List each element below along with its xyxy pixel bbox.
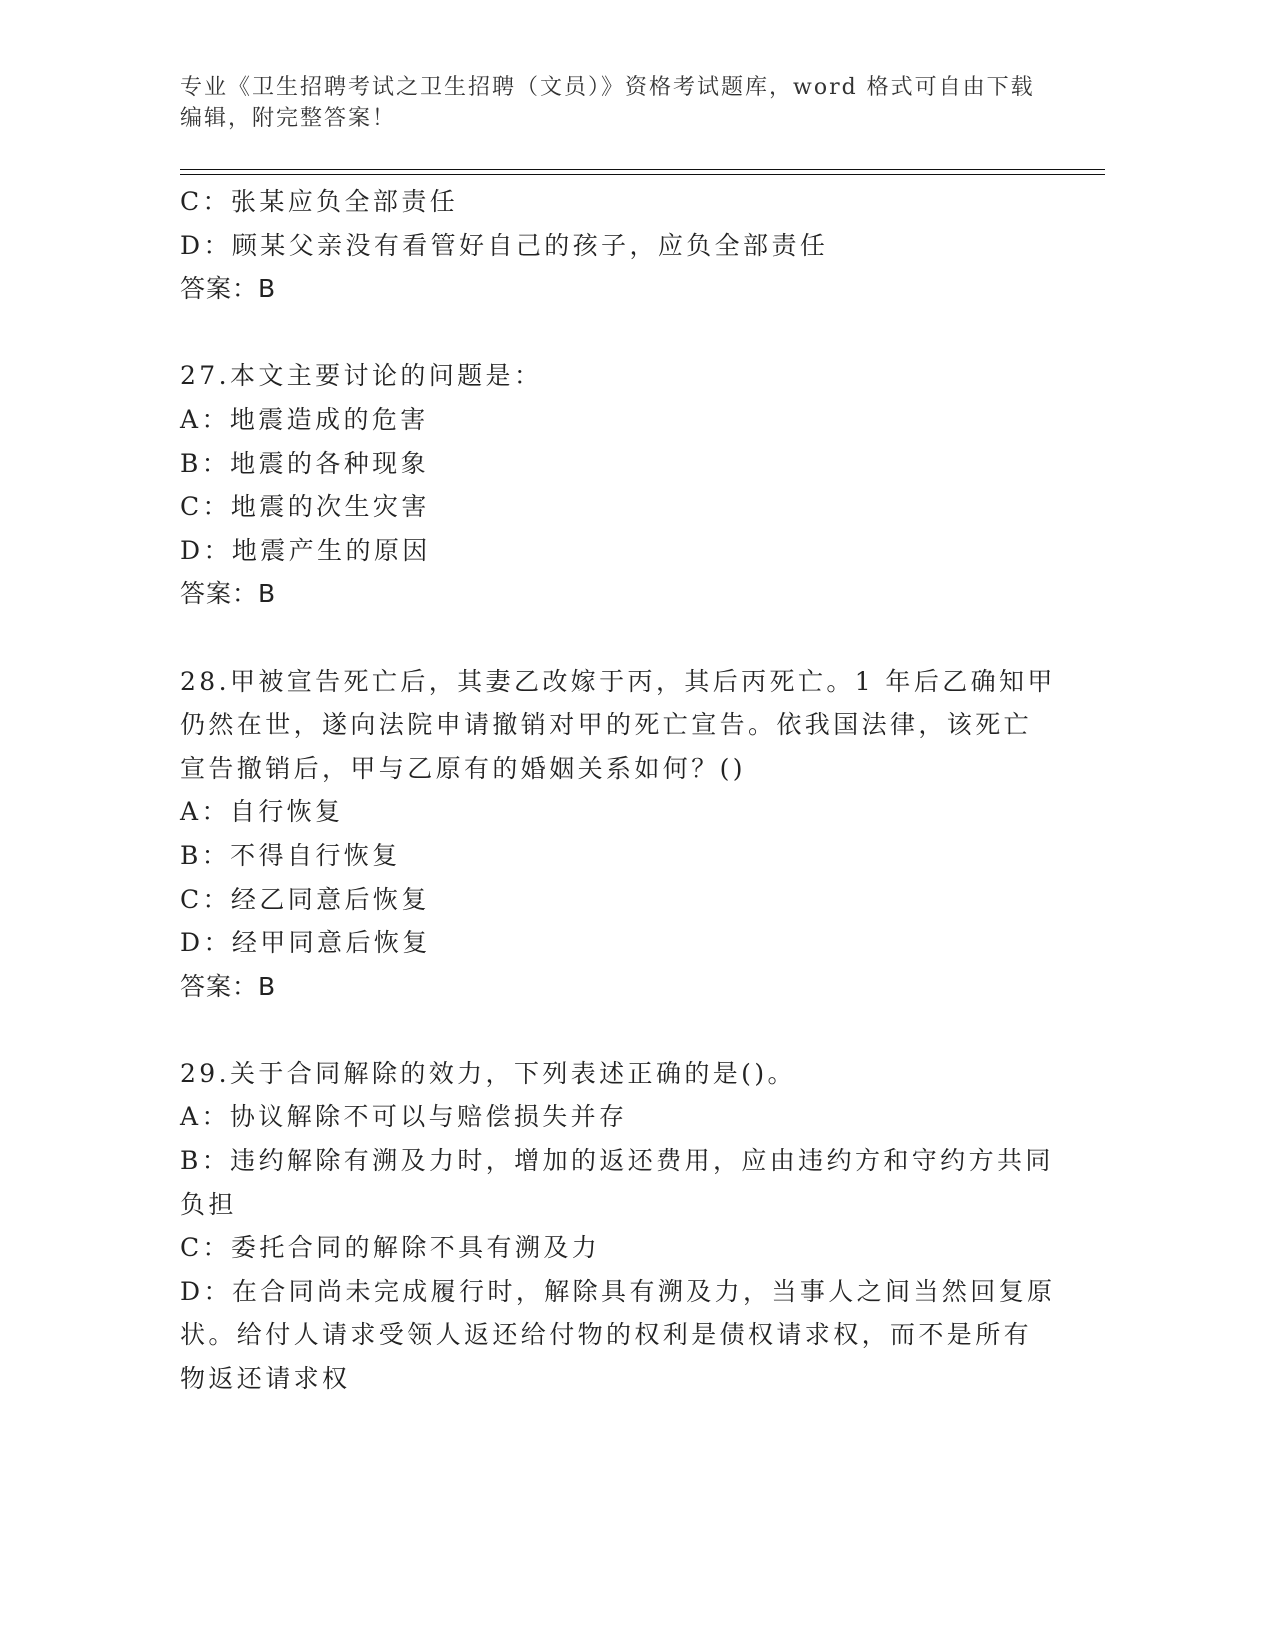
q29-option-b-line-2: 负担 xyxy=(180,1189,237,1219)
q28-option-c: C：经乙同意后恢复 xyxy=(180,884,430,914)
q27-answer: 答案：B xyxy=(180,579,277,609)
prev-option-c: C：张某应负全部责任 xyxy=(180,187,459,216)
q27-option-c: C：地震的次生灾害 xyxy=(180,492,430,522)
header-rule-bottom xyxy=(180,174,1105,175)
q27-option-a: A：地震造成的危害 xyxy=(180,404,429,434)
document-header xyxy=(180,72,1040,134)
question-29 xyxy=(180,1052,1056,1401)
q29-option-d-line-3: 物返还请求权 xyxy=(180,1364,351,1394)
q28-stem-line-2: 仍然在世，遂向法院申请撤销对甲的死亡宣告。依我国法律，该死亡 xyxy=(180,710,1033,740)
spacer xyxy=(180,616,1040,660)
q28-option-d: D：经甲同意后恢复 xyxy=(180,928,431,958)
spacer xyxy=(180,311,1040,355)
q27-stem: 27.本文主要讨论的问题是： xyxy=(180,361,543,391)
question-28 xyxy=(180,660,1056,1009)
q29-option-c: C：委托合同的解除不具有溯及力 xyxy=(180,1233,601,1263)
q29-stem: 29.关于合同解除的效力，下列表述正确的是()。 xyxy=(180,1058,796,1088)
question-27 xyxy=(180,354,1040,616)
spacer xyxy=(180,1008,1040,1052)
q28-option-b: B：不得自行恢复 xyxy=(180,840,401,870)
q29-option-d-line-1: D：在合同尚未完成履行时，解除具有溯及力，当事人之间当然回复原 xyxy=(180,1276,1056,1306)
prev-option-d: D：顾某父亲没有看管好自己的孩子，应负全部责任 xyxy=(180,230,829,260)
header-line-2: 编辑，附完整答案！ xyxy=(180,106,397,131)
q29-option-a: A：协议解除不可以与赔偿损失并存 xyxy=(180,1102,628,1132)
q29-option-b-line-1: B：违约解除有溯及力时，增加的返还费用，应由违约方和守约方共同 xyxy=(180,1146,1054,1176)
q28-stem-line-1: 28.甲被宣告死亡后，其妻乙改嫁于丙，其后丙死亡。1 年后乙确知甲 xyxy=(180,666,1056,696)
question-content xyxy=(180,180,1056,1401)
q27-option-b: B：地震的各种现象 xyxy=(180,448,429,478)
header-rule-top xyxy=(180,169,1105,170)
q28-answer: 答案：B xyxy=(180,971,277,1001)
prev-answer: 答案：B xyxy=(180,274,277,304)
q27-option-d: D：地震产生的原因 xyxy=(180,535,431,565)
q29-option-d-line-2: 状。给付人请求受领人返还给付物的权利是债权请求权，而不是所有 xyxy=(180,1320,1033,1350)
header-line-1: 专业《卫生招聘考试之卫生招聘（文员）》资格考试题库，word 格式可自由下载 xyxy=(180,75,1035,100)
q28-stem-line-3: 宣告撤销后，甲与乙原有的婚姻关系如何？() xyxy=(180,753,746,783)
q28-option-a: A：自行恢复 xyxy=(180,797,344,827)
